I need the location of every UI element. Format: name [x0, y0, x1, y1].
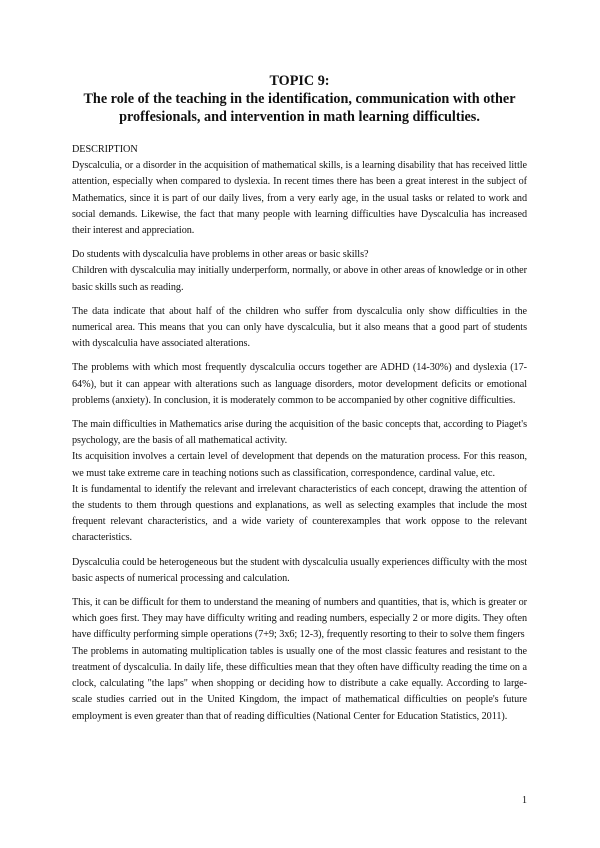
- paragraph-multiplication: The problems in automating multiplication tables is usually one of the most classic features and resistant to the treatment of dyscalculia. In daily life, these difficulties mean that they often have difficulty reading the time on a clock, calculating "the laps" when shopping or deciding how to distribute a cake equally. According to large-scale studies carried out in the United Kingdom, the impact of mathematical difficulties on people's future employment is even greater than that of reading difficulties (National Center for Education Statistics, 2011).: [72, 645, 527, 722]
- paragraph-main-difficulties: The main difficulties in Mathematics arise during the acquisition of the basic concepts that, according to Piaget's psychology, are the basis of all mathematical activity.: [72, 419, 527, 447]
- paragraph-data: The data indicate that about half of the children who suffer from dyscalculia only show difficulties in the numerical area. This means that you can only have dyscalculia, but it also means that a good part of students with dyscalculia have associated alterations.: [72, 305, 527, 350]
- paragraph-answer: Children with dyscalculia may initially underperform, normally, or above in other areas of knowledge or in other basic skills such as reading.: [72, 265, 527, 293]
- title-block: [72, 72, 527, 126]
- document-title-line-2: proffesionals, and intervention in math learning difficulties.: [119, 109, 480, 125]
- paragraph-comorbidity: The problems with which most frequently dyscalculia occurs together are ADHD (14-30%) and dyslexia (17-64%), but it can appear with alterations such as language disorders, motor development deficits or emotional problems (anxiety). In conclusion, it is moderately common to be accompanied by other cognitive difficulties.: [72, 362, 527, 406]
- paragraph-characteristics: It is fundamental to identify the relevant and irrelevant characteristics of each concept, drawing the attention of the students to them through questions and explanations, as well as selecting examples that include the most frequent relevant characteristics, and a wide variety of counterexamples that work oppose to the relevant characteristics.: [72, 483, 527, 544]
- document-page: [72, 72, 527, 725]
- paragraph-acquisition: Its acquisition involves a certain level of development that depends on the maturation process. For this reason, we must take extreme care in teaching notions such as classification, correspondence, cardinal value, etc.: [72, 451, 527, 479]
- section-heading: DESCRIPTION: [72, 144, 138, 155]
- paragraph-heterogeneous: Dyscalculia could be heterogeneous but the student with dyscalculia usually experiences difficulty with the most basic aspects of numerical processing and calculation.: [72, 556, 527, 584]
- topic-label: TOPIC 9:: [269, 73, 330, 89]
- paragraph-question: Do students with dyscalculia have problems in other areas or basic skills?: [72, 249, 369, 261]
- paragraph-numbers: This, it can be difficult for them to understand the meaning of numbers and quantities, that is, which is greater or which goes first. They may have difficulty writing and reading numbers, especially 2 or more digits. They often have difficulty performing simple operations (7+9; 3x6; 12-3), frequently resorting to their to solve them fingers: [72, 597, 527, 641]
- document-title-line-1: The role of the teaching in the identification, communication with other: [83, 91, 516, 107]
- paragraph-intro: Dyscalculia, or a disorder in the acquisition of mathematical skills, is a learning disability that has received little attention, especially when compared to dyslexia. In recent times there has been a great interest in the subject of Mathematics, since it is part of our daily lives, from a very early age, in the usual tasks or related to work and social demands. Likewise, the fact that many people with learning difficulties have Dyscalculia has increased their interest and appreciation.: [72, 160, 527, 237]
- page-number: 1: [522, 795, 527, 806]
